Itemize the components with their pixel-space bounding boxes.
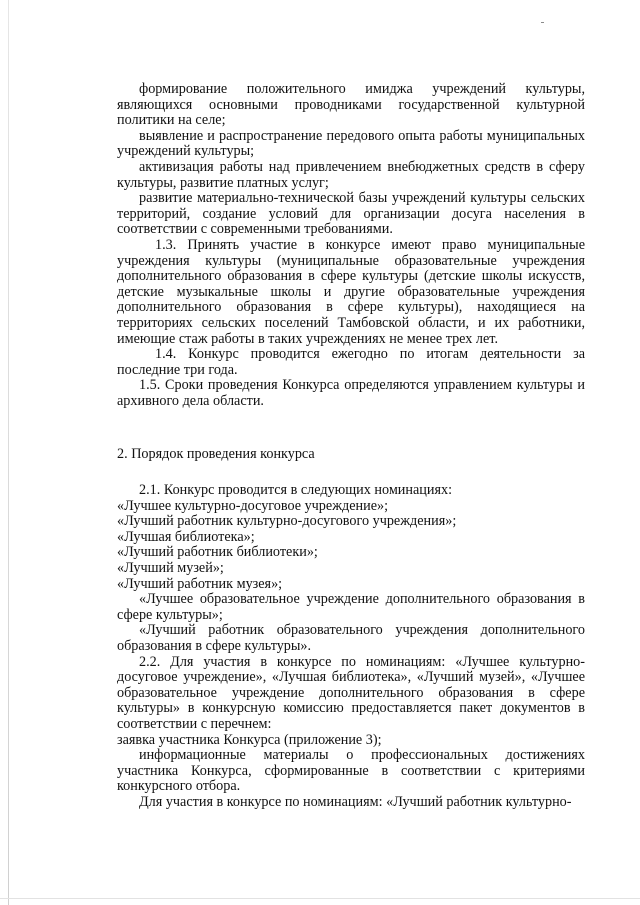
nomination-item: «Лучшее образовательное учреждение дополнительного образования в сфере культуры»; xyxy=(117,591,585,623)
section-heading: 2. Порядок проведения конкурса xyxy=(117,446,315,463)
paragraph-goal-image: формирование положительного имиджа учреждений культуры, являющихся основными проводниками государственной культурной политики на селе; xyxy=(117,81,585,129)
nomination-item: «Лучший работник библиотеки»; xyxy=(117,544,318,561)
document-list-item: информационные материалы о профессиональных достижениях участника Конкурса, сформированные в соответствии с критериями конкурсного отбора. xyxy=(117,747,585,795)
scan-edge-bottom xyxy=(0,898,640,899)
document-body xyxy=(117,82,585,811)
paragraph-2-2: 2.2. Для участия в конкурсе по номинациям: «Лучшее культурно-досуговое учреждение», «Лучшая библиотека», «Лучший музей», «Лучшее образовательное учреждение дополнительного образования в сфере культуры» в конкурсную комиссию предоставляется пакет документов в соответствии с перечнем: xyxy=(117,653,585,732)
paragraph-final: Для участия в конкурсе по номинациям: «Лучший работник культурно- xyxy=(139,793,572,810)
paragraph-goal-infrastructure: развитие материально-технической базы учреждений культуры сельских территорий, создание условий для организации досуга населения в соответствии с современными требованиями. xyxy=(117,190,585,238)
nomination-item: «Лучший работник культурно-досугового учреждения»; xyxy=(117,513,457,530)
paragraph-goal-experience: выявление и распространение передового опыта работы муниципальных учреждений культуры; xyxy=(117,127,585,160)
paragraph-2-1: 2.1. Конкурс проводится в следующих номинациях: xyxy=(139,482,453,499)
nomination-item: «Лучший работник музея»; xyxy=(117,575,283,592)
nomination-item: «Лучшая библиотека»; xyxy=(117,528,255,545)
nomination-item: «Лучший работник образовательного учреждения дополнительного образования в сфере культуры». xyxy=(117,622,585,654)
paragraph-goal-funding: активизация работы над привлечением внебюджетных средств в сферу культуры, развитие платных услуг; xyxy=(117,158,585,191)
nomination-item: «Лучшее культурно-досуговое учреждение»; xyxy=(117,497,389,514)
nomination-item: «Лучший музей»; xyxy=(117,560,224,577)
scan-edge-left xyxy=(8,0,9,905)
paragraph-1-3: 1.3. Принять участие в конкурсе имеют право муниципальные учреждения культуры (муниципальные образовательные учреждения дополнительного образования в сфере культуры (детские школы искусств, детские музыкальные школы и другие образовательные учреждения дополнительного образования в сфере культуры), находящиеся на территориях сельских поселений Тамбовской области, и их работники, имеющие стаж работы в таких учреждениях не менее трех лет. xyxy=(117,236,585,347)
scan-speck xyxy=(541,22,544,23)
document-list-item: заявка участника Конкурса (приложение 3); xyxy=(117,731,382,748)
paragraph-1-5: 1.5. Сроки проведения Конкурса определяются управлением культуры и архивного дела области. xyxy=(117,377,585,409)
paragraph-1-4: 1.4. Конкурс проводится ежегодно по итогам деятельности за последние три года. xyxy=(117,346,585,378)
